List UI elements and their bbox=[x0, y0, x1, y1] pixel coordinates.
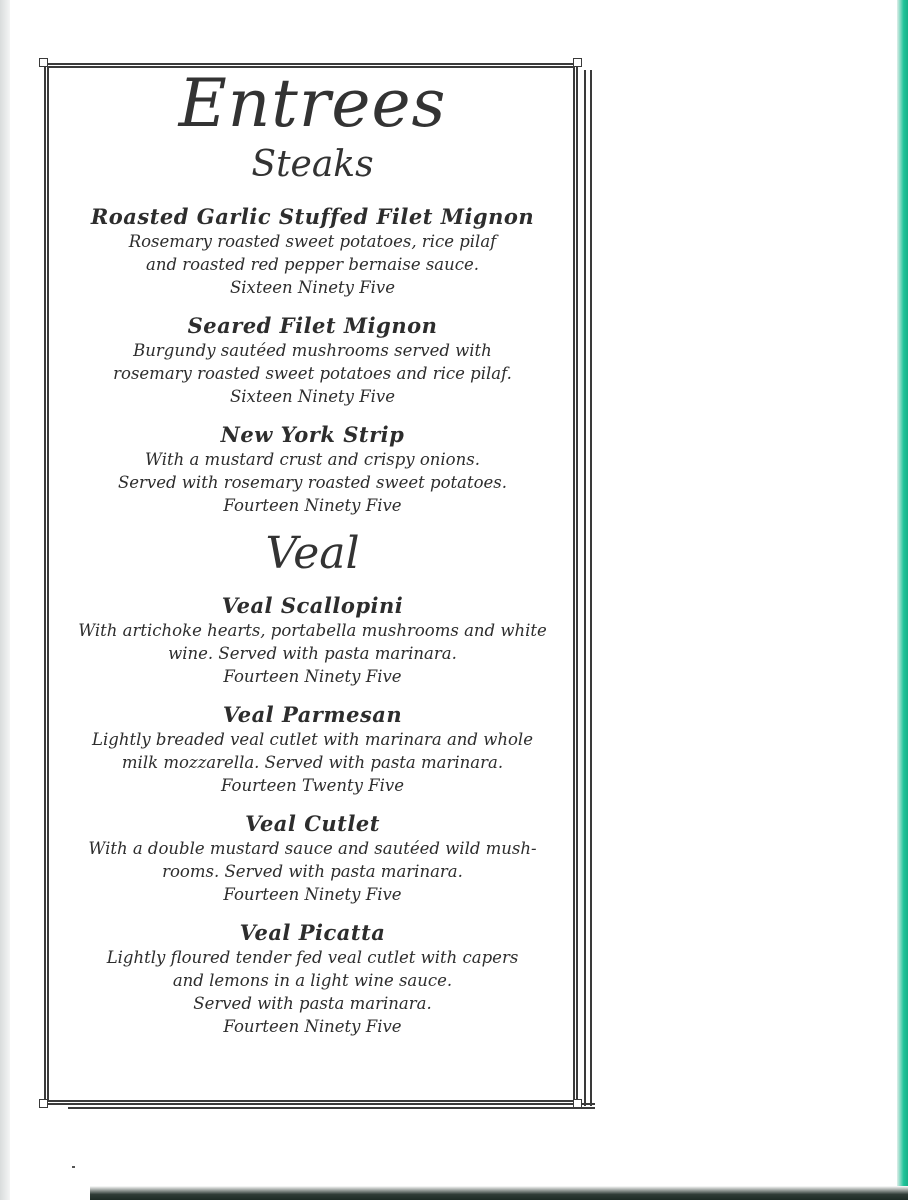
dish-description: Lightly floured tender fed veal cutlet with capers and lemons in a light wine sauce. Served with pasta marinara. bbox=[106, 948, 519, 1013]
dish-name: Seared Filet Mignon bbox=[187, 313, 438, 338]
dish-price: Fourteen Twenty Five bbox=[221, 776, 404, 795]
menu-section-steaks bbox=[50, 144, 575, 517]
dish-name: Veal Parmesan bbox=[222, 702, 403, 727]
dish-price: Fourteen Ninety Five bbox=[223, 496, 402, 515]
menu-item bbox=[50, 920, 575, 1038]
dish-description: With a mustard crust and crispy onions. Served with rosemary roasted sweet potatoes. bbox=[117, 450, 508, 492]
section-heading: Veal bbox=[265, 528, 360, 579]
menu-item bbox=[50, 313, 575, 408]
scan-speck bbox=[72, 1166, 75, 1168]
dish-price: Fourteen Ninety Five bbox=[223, 1017, 402, 1036]
dish-price: Fourteen Ninety Five bbox=[223, 667, 402, 686]
menu-item bbox=[50, 422, 575, 517]
dish-description: With a double mustard sauce and sautéed wild mush- rooms. Served with pasta marinara. bbox=[88, 839, 537, 881]
dish-description: With artichoke hearts, portabella mushrooms and white wine. Served with pasta marinara. bbox=[78, 621, 547, 663]
scan-edge-bottom bbox=[90, 1186, 908, 1200]
frame-corner-ornament bbox=[39, 58, 48, 67]
menu-section-veal bbox=[50, 529, 575, 1038]
scan-edge-left bbox=[0, 0, 10, 1200]
menu-item bbox=[50, 811, 575, 906]
dish-name: Veal Picatta bbox=[239, 920, 386, 945]
menu-item bbox=[50, 593, 575, 688]
menu-item bbox=[50, 204, 575, 299]
dish-name: New York Strip bbox=[220, 422, 405, 447]
menu-frame-shadow-bottom bbox=[68, 1103, 595, 1109]
dish-price: Sixteen Ninety Five bbox=[229, 387, 396, 406]
dish-description: Rosemary roasted sweet potatoes, rice pilaf and roasted red pepper bernaise sauce. bbox=[128, 232, 497, 274]
menu-title: Entrees bbox=[178, 65, 447, 142]
menu-frame-shadow-right bbox=[584, 70, 592, 1106]
dish-name: Veal Cutlet bbox=[245, 811, 380, 836]
frame-corner-ornament bbox=[39, 1099, 48, 1108]
dish-description: Lightly breaded veal cutlet with marinara and whole milk mozzarella. Served with pasta marinara. bbox=[92, 730, 533, 772]
menu-content bbox=[50, 66, 575, 1038]
dish-price: Sixteen Ninety Five bbox=[229, 278, 396, 297]
scan-edge-right bbox=[897, 0, 908, 1200]
dish-price: Fourteen Ninety Five bbox=[223, 885, 402, 904]
dish-description: Burgundy sautéed mushrooms served with rosemary roasted sweet potatoes and rice pilaf. bbox=[113, 341, 512, 383]
dish-name: Veal Scallopini bbox=[221, 593, 404, 618]
menu-item bbox=[50, 702, 575, 797]
frame-corner-ornament bbox=[573, 1099, 582, 1108]
section-heading: Steaks bbox=[251, 144, 374, 185]
dish-name: Roasted Garlic Stuffed Filet Mignon bbox=[90, 204, 535, 229]
